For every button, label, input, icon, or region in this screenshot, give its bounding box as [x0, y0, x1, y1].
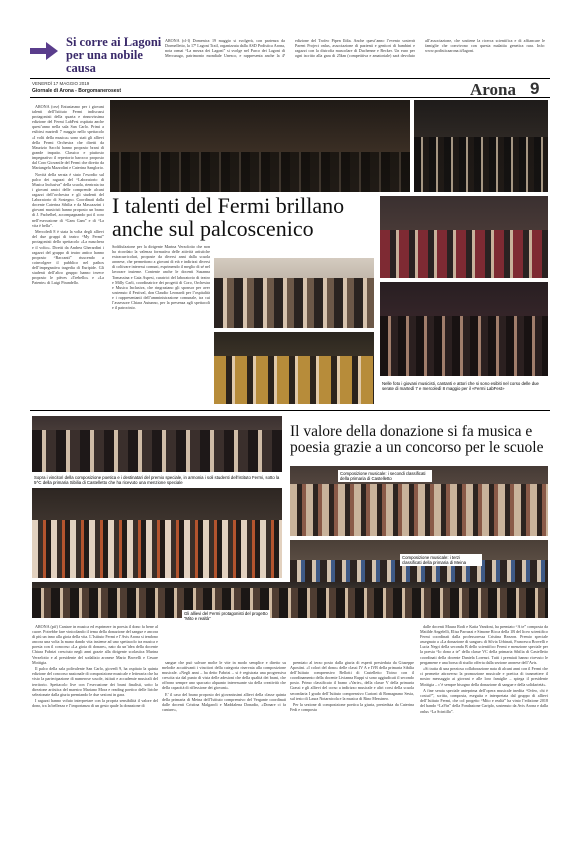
article2-column-2: [162, 660, 286, 836]
article2-column-1: [32, 624, 158, 836]
article1-column-mid: Soddisfazione per la dirigente Marina Verzolotto che non ha ricordato la valenza formativa delle attività artistiche extracurricolari, proposte da diversi anni dalla scuola aronese, che permettono a giovani di età e indirizzi diversi di coltivare interessi comuni, esprimendo il meglio di sé nel lavorare insieme. Contente anche le docenti Susanna Tomassina e Gaia Aspesi, curatrici del laboratorio di teatro e Milly Carli, coordinatrice dei progetti di Coro, Orchestra e Musica Inclusiva, che ringraziano gli sponsor per aver sostenuto il Festival, don Claudio Leonardi per l’ospitalità e i rappresentanti dell’amministrazione comunale, tra cui l’assessore Chiara Autunno, per la presenza agli spettacoli e il patrocinio.: [112, 244, 210, 311]
header-rule-2: [30, 97, 550, 98]
article2-paragraph: «Si tratta di una preziosa collaborazione nata di alcuni anni con il Fermi che ci permette attraverso la promozione musicale e poetica di trasmettere il nostro messaggio ai giovani e alle loro famiglie – spiega il presidente Mottigia – c’è sempre bisogno della donazione di sangue e della solidarietà».: [420, 666, 548, 687]
article2-column-3: [290, 660, 414, 836]
students-group-photo: [214, 258, 374, 328]
article2-paragraph: Il palco della sala polivalente San Carlo, giovedì 9, ha ospitato la quinta edizione del concorso nazionale di composizione musicale e letteraria che ha visto la partecipazione di numerose scuole, istituti e accademie musicali del territorio. Spettacolo live con l’esecuzione dei brani finalisti, sotto la direzione artistica del maestro Mariano Mora e reading poetico delle liriche selezionate dalla giuria premiando le due sezioni in gara.: [32, 666, 158, 697]
fifth-class-photo: [32, 488, 282, 578]
article2-paragraph: I ragazzi hanno voluto interpretare con la propria sensibilità il valore del dono, tra la bellezza e l’importanza di un gesto quale la donazione di: [32, 698, 158, 709]
header-rule: [30, 78, 550, 79]
page-number: 9: [530, 79, 540, 98]
article2-paragraph: A fine serata speciale anteprima dell’opera musicale inedita “Orfeo, chi è costui?”, scritta, composta, eseguita e interpretata dal gruppo di allievi dell’Istituto Fermi, che col progetto “Mito e realtà” ha vinto l’edizione 2018 del bando “LaVin” della Fondazione Cariplo, sostenuto da Avis Arona e dalla onlus “La Scintilla”.: [420, 688, 548, 714]
article2-caption-left: Sopra i vincitori della composizione poetica e i destinatari del premio speciale, in armonia i soli studenti dell’istituto Fermi, sotto la 5^C della primaria Sibilia di Castelletto che ha ricevuto una menzione speciale: [32, 474, 284, 486]
poetry-winners-photo: [32, 416, 282, 472]
section-name: Arona: [470, 80, 516, 99]
article2-paragraph: E’ il caso del brano proposto dei giovanissimi allievi della classe quinta della primaria di Meina dell’Istituto comprensivo del Vergante coordinati dalle docenti Cristina Malgaroli e Maddalena Donadio, «Donare ci fa cantare»,: [162, 692, 286, 713]
article1-paragraph: ARONA (cez) Entusiasmo per i giovani talenti dell’Istituto Fermi indiscussi protagonisti della quarta e rinnovissima edizione del Fermi LabFest ospitata anche quest’anno nella sala San Carlo. Primi a esibirsi martedì 7 maggio nello spettacolo «I volti della musica» sono stati gli allievi della Fermi Orchestra che diretti da Maurizio Sacchi hanno proposto brani di grande impatto. Classico e piuttosto impegnativo il repertorio barocco proposto dal Coro Giovanile del Fermi che diretto da Mariangela Mazzolini e Caterina Sanglorio.: [32, 104, 104, 171]
theatre-photo: [380, 282, 548, 376]
teaser-title: Si corre ai Lagoni per una nobile causa: [66, 35, 162, 76]
article2-column-4: [420, 624, 548, 836]
article2-caption-right2: Composizione musicale: i terzi classificati della primaria di Meina: [400, 554, 482, 566]
teaser-text: ARONA (cl-l) Domenica 19 maggio si svolgerà, con partenza da Dormelletto, la 17ª Lagoni Trail, organizzata dalla ASD Podistica Arona, nota ormai “La mezza dei Lagoni” si svolge nel Parco dei Lagoni di Mercurago, patrimonio mondiale Unesco, e rappresenta anche la 4ª edizione del Trofeo Pipen Ildia. Anche quest’anno l’evento sosterrà Parent Project onlus, associazione di pazienti e genitori di bambini e ragazzi con la distrofia muscolare di Duchenne e Becker. Un euro per ogni iscritto alla gara di 25km (competitiva e amatoriale) sarà devoluto all’associazione, che sostiene la ricerca scientifica e di affiancare le famiglie che convivono con questa malattia genetica rara. Info: www.podisticaarona.it/lagoni.: [165, 38, 545, 59]
actors-photo: [214, 332, 374, 404]
article2-paragraph: premiato al terzo posto dalla giuria di esperti presieduta da Giuseppe Apostini. «I colori del dono» delle classi IV A e IVB della primaria Sibilia dell’Istituto comprensivo Bellotti di Castelletto Ticino con il coordinamento della docente Livianna Ruppi si sono aggiudicati il secondo posto. Primo classificato il brano «Varie», della classe V della primaria Grassi e gli allievi del corso a indirizzo musicale e altri corsi della scuola secondaria I grado dell’Istituto comprensivo Curioni di Romagnano Sesia, sul testo di Laura Notarnicola e la musica di Rino Messineo.: [290, 660, 414, 701]
article2-caption-right1: Composizione musicale: i secondi classificati della primaria di Castelletto: [338, 470, 432, 482]
mito-realta-photo: [32, 582, 548, 618]
article2-paragraph: Per la sezione di composizione poetica la giuria, presieduta da Caterina Fedi e composta: [290, 702, 414, 713]
article2-paragraph: sangue che può salvare molte le vite in modo semplice e diretto su melodie accattivanti i vincitori della categoria riservata alla composizione musicale. «Negli anni – ha detto Fabrizi – si è registrata una progressiva crescita sia dal punto di vista delle adesioni che della qualità dei brani, che offrono sempre uno spaccato alquanto interessante sia della creatività che della capacità di riflessione dei giovani».: [162, 660, 286, 691]
article1-paragraph: Novità della serata è stato l’esordio sul palco dei ragazzi del “Laboratorio di Musica Inclusiva” della scuola, rientrata tra i giovani amici delle comprende alcuni ragazzi dell’orchestra e gli studenti del Laboratorio di Sostegno. Coordinati dalla docente Caterina Sibilia e da Mascazzini i giovani musicisti hanno proposto un brano di J. Pachelbel, accompagnando poi il coro nell’esecuzione di “Gam Gam” e di “La vita è bella”.: [32, 171, 104, 228]
choir-photo: [414, 100, 548, 192]
orchestra-photo: [110, 100, 410, 192]
arrow-icon: [30, 42, 58, 60]
article1-caption: Nelle foto i giovani musicisti, cantanti e attori che si sono esibiti nel corso delle due serate di martedì 7 e mercoledì 8 maggio per il «Fermi LabFest»: [380, 380, 548, 392]
article1-title: I talenti del Fermi brillano anche sul palcoscenico: [112, 193, 345, 242]
teaser-banner: [30, 34, 162, 76]
issue-date: VENERDÌ 17 MAGGIO 2019: [32, 81, 90, 86]
article1-paragraph: Mercoledì 8 è stata la volta degli allievi del due gruppi di teatro “My Fermi” protagonisti dello spettacolo «La maschera e il volto». Diretti da Andrea Gherardini i ragazzi del gruppo di teatro antico hanno proposto “Baccanti” riuscendo a coinvolgere il pubblico nel pathos dell’impegnativa tragedia di Euripide. Gli studenti dell’altro gruppo hanno invece proposto le pièces «Trebello» e «La Patente» di Luigi Pirandello.: [32, 229, 104, 286]
article2-caption-bottom: Gli allievi del Fermi protagonisti del progetto “Mito e realtà”: [182, 610, 270, 622]
article2-title: Il valore della donazione si fa musica e poesia grazie a un concorso per le scuole: [290, 423, 544, 457]
article2-paragraph: dalle docenti Maura Rodi e Katia Vandoni, ha premiato “A te” composta da Matilde Angelelli, Elisa Parrazzi e Simone Ricca della 1B del liceo scientifico Fermi coordinati dalla professoressa Cristina Rezzon. Premio speciale assegnato a «La donazione di sangue» di Silvia Urbinati, Francesca Brovelli e Lucia Negri della seconda B dello scientifico Fermi e menzione speciale per la poesia “Io dono a te” della classe VC della primaria Sibilia di Castelletto coordinati della docente Daniela Lorenzi. Tutti i premiati hanno ricevuto le pergamene e una borsa di studio offerta dalla sezione aronese dell’Avis.: [420, 624, 548, 665]
inclusive-music-photo: [380, 196, 548, 278]
section-rule: [30, 410, 550, 411]
paper-name: Giornale di Arona - Borgomanerosest: [32, 88, 121, 94]
article2-paragraph: ARONA (pif) Cantare in musica ed esprimere in poesia il dono fa bene al cuore. Potrebbe fare vinicolando il tema della donazione del sangue e ancora di più un inno alla gioia della vita. L’Istituto Fermi e l’Avis Arona si tendono ancora una volta la mano dando vita insieme ad uno spettacolo tra musica e poesia con il concorso «La gioia di donare», nato da un’idea della docente Chiara Fabrizi cresciuto negli anni grazie alla dirigente scolastica Marina Verzelotto e al presidente del sodalizio aronese Mario Brovelli e Cesare Mottigia.: [32, 624, 158, 665]
article1-column-left: [32, 104, 104, 404]
